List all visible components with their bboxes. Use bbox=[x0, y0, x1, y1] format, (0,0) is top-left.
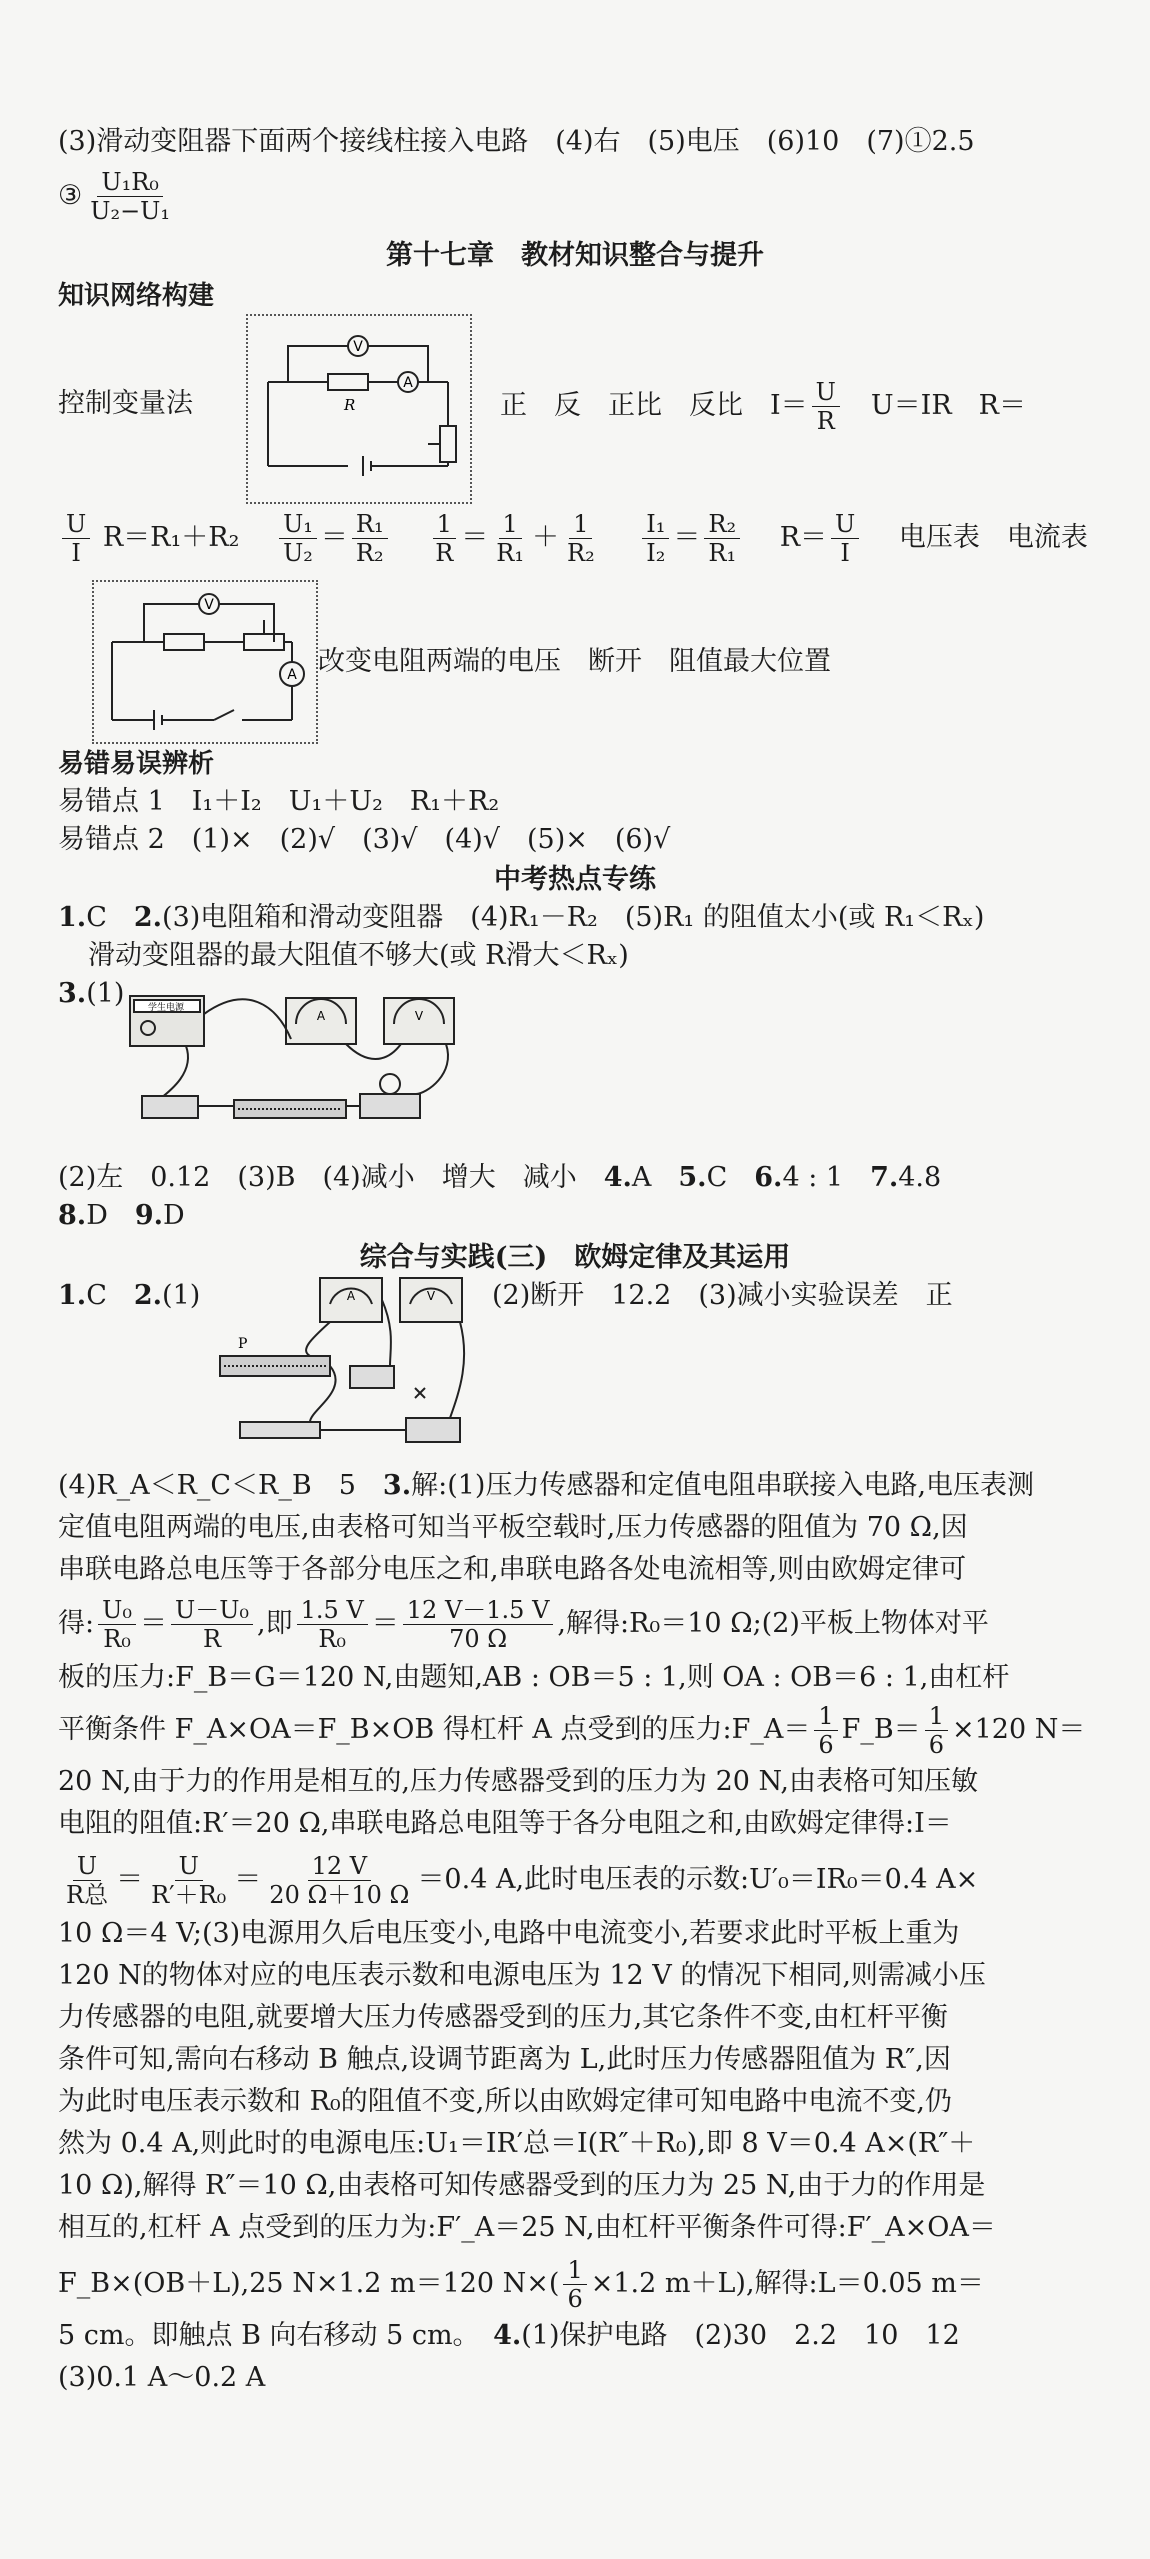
solution-line: 得: $\frac{\text{U₀}}{\text{R₀}}$ ＝ $\frac{\text{U－U₀}}{R}$ ,即 $\frac{1.5 V}{\text{R₀}}$ ＝ $\frac{12 V-1.5 V}{70 \Omega}$ ,解得:R₀＝10 Ω;(2)平板上物体对平 bbox=[58, 1596, 989, 1653]
answer-line-top: (3)滑动变阻器下面两个接线柱接入电路 (4)右 (5)电压 (6)10 (7)①2.5 bbox=[58, 126, 975, 157]
circuit-diagram-1-svg bbox=[248, 316, 470, 502]
solution-line: 120 N的物体对应的电压表示数和电源电压为 12 V 的情况下相同,则需减小压 bbox=[58, 1960, 986, 1991]
answer-line-formula: ③ $\frac{\text{U₁R₀}}{\text{U₂−U₁}}$ bbox=[58, 168, 178, 225]
solution-line: 10 Ω＝4 V;(3)电源用久后电压变小,电路中电流变小,若要求此时平板上重为 bbox=[58, 1918, 960, 1949]
control-variable-label: 控制变量法 bbox=[58, 388, 193, 419]
section-heading-errors: 易错易误辨析 bbox=[58, 749, 215, 779]
fraction: $\frac{U}{I}$ bbox=[62, 510, 90, 567]
voltmeter-label: V bbox=[414, 1009, 424, 1023]
ammeter-label: A bbox=[287, 667, 297, 683]
physical-circuit-svg-1 bbox=[126, 984, 546, 1136]
fraction: $\frac{\text{I₁}}{\text{I₂}}$ bbox=[642, 510, 669, 567]
fraction: $\frac{\text{U₁}}{\text{U₂}}$ bbox=[279, 510, 317, 567]
voltmeter-label: V bbox=[204, 597, 214, 613]
answer-line-ohm: 正 反 正比 反比 I＝ $\frac{U}{R}$ U＝IR R＝ bbox=[500, 378, 1026, 435]
answer-line-series-parallel: $\frac{U}{I}$ R＝R₁＋R₂ $\frac{\text{U₁}}{\text{U₂}}$ ＝ $\frac{\text{R₁}}{\text{R₂}}$ $\frac{1}{R}$ ＝ $\frac{1}{\text{R₁}}$ ＋ $\frac{1}{\text{R₂}}$ $\frac{\text{I₁}}{\text{I₂}}$ ＝ $\frac{\text{R₂}}{\text{R₁}}$ R＝ $\frac{U}{I}$ 电压表 电流表 bbox=[58, 510, 1088, 567]
fraction: $\frac{12 V-1.5 V}{70 \Omega}$ bbox=[403, 1596, 554, 1653]
chapter-title: 第十七章 教材知识整合与提升 bbox=[386, 240, 764, 271]
solution-line: 板的压力:F_B＝G＝120 N,由题知,AB : OB＝5 : 1,则 OA : OB＝6 : 1,由杠杆 bbox=[58, 1662, 1010, 1693]
solution-line: 电阻的阻值:R′＝20 Ω,串联电路总电阻等于各分电阻之和,由欧姆定律得:I＝ bbox=[58, 1808, 952, 1839]
physical-circuit-photo-2 bbox=[210, 1270, 480, 1460]
circuit-diagram-2 bbox=[92, 580, 318, 744]
fraction: $\frac{1}{R}$ bbox=[431, 510, 457, 567]
fraction: $\frac{\text{U₁R₀}}{\text{U₂−U₁}}$ bbox=[90, 168, 171, 225]
ammeter-label: A bbox=[403, 375, 413, 391]
hot-line-answers: (2)左 0.12 (3)B (4)减小 增大 减小 4.A 5.C 6.4 : 1 7.4.8 bbox=[58, 1162, 942, 1193]
solution-line: 5 cm。即触点 B 向右移动 5 cm。 4.(1)保护电路 (2)30 2.2 10 12 bbox=[58, 2320, 960, 2351]
solution-line: U R总 ＝ $\frac{U}{\text{R′＋R₀}}$ ＝ $\frac{12 V}{20 \Omega+10 \Omega}$ ＝0.4 A,此时电压表的示数:U′₀＝IR₀＝0.4 A× bbox=[58, 1852, 978, 1909]
solution-line: 力传感器的电阻,就要增大压力传感器受到的压力,其它条件不变,由杠杆平衡 bbox=[58, 2002, 948, 2033]
fraction: $\frac{1}{\text{R₂}}$ bbox=[567, 510, 595, 567]
solution-line: 定值电阻两端的电压,由表格可知当平板空载时,压力传感器的阻值为 70 Ω,因 bbox=[58, 1512, 968, 1543]
section-heading-network: 知识网络构建 bbox=[58, 281, 215, 311]
voltmeter-label: V bbox=[353, 339, 363, 355]
circuit-diagram-1 bbox=[246, 314, 472, 504]
solution-line: 10 Ω),解得 R″＝10 Ω,由表格可知传感器受到的压力为 25 N,由于力的作用是 bbox=[58, 2170, 986, 2201]
practice-line-1: 1.C 2.(1) bbox=[58, 1280, 201, 1311]
solution-line: 20 N,由于力的作用是相互的,压力传感器受到的压力为 20 N,由表格可知压敏 bbox=[58, 1766, 979, 1797]
fraction: $\frac{\text{R₂}}{\text{R₁}}$ bbox=[704, 510, 740, 567]
fraction: $\frac{\text{U₀}}{\text{R₀}}$ bbox=[98, 1596, 136, 1653]
solution-line: 然为 0.4 A,则此时的电源电压:U₁＝IR′总＝I(R″＋R₀),即 8 V＝0.4 A×(R″＋ bbox=[58, 2128, 976, 2159]
section-title-hot: 中考热点专练 bbox=[494, 864, 656, 895]
physical-circuit-photo-1 bbox=[126, 984, 546, 1136]
voltmeter-label: V bbox=[426, 1289, 436, 1303]
practice-line-1-right: (2)断开 12.2 (3)减小实验误差 正 bbox=[492, 1280, 953, 1311]
ammeter-label: A bbox=[316, 1009, 326, 1023]
fraction: $\frac{1}{6}$ bbox=[814, 1702, 837, 1759]
fraction: $\frac{1.5 V}{\text{R₀}}$ bbox=[297, 1596, 368, 1653]
solution-line: (3)0.1 A～0.2 A bbox=[58, 2362, 266, 2393]
fraction: U R总 bbox=[66, 1852, 109, 1909]
power-supply-label: 学生电源 bbox=[147, 1003, 185, 1013]
fraction: $\frac{12 V}{20 \Omega+10 \Omega}$ bbox=[269, 1852, 410, 1909]
fraction: $\frac{1}{\text{R₁}}$ bbox=[496, 510, 524, 567]
circuit-diagram-2-svg bbox=[94, 582, 316, 742]
solution-line: 串联电路总电压等于各部分电压之和,串联电路各处电流相等,则由欧姆定律可 bbox=[58, 1554, 967, 1585]
solution-line: 条件可知,需向右移动 B 触点,设调节距离为 L,此时压力传感器阻值为 R″,因 bbox=[58, 2044, 951, 2075]
fraction: $\frac{U}{R}$ bbox=[812, 378, 840, 435]
solution-line: 相互的,杠杆 A 点受到的压力为:F′_A＝25 N,由杠杆平衡条件可得:F′_A×OA＝ bbox=[58, 2212, 996, 2243]
resistor-label: R bbox=[344, 396, 356, 414]
fraction: $\frac{U}{I}$ bbox=[831, 510, 859, 567]
slider-p-label: P bbox=[238, 1336, 248, 1352]
hot-q3-label: 3.(1) bbox=[58, 978, 125, 1009]
solution-line: 为此时电压表示数和 R₀的阻值不变,所以由欧姆定律可知电路中电流不变,仍 bbox=[58, 2086, 952, 2117]
physical-circuit-svg-2 bbox=[210, 1270, 480, 1460]
solution-line: 平衡条件 F_A×OA＝F_B×OB 得杠杆 A 点受到的压力:F_A＝ $\frac{1}{6}$ F_B＝ $\frac{1}{6}$ ×120 N＝ bbox=[58, 1702, 1086, 1759]
solution-line: (4)R_A＜R_C＜R_B 5 3.解:(1)压力传感器和定值电阻串联接入电路,电压表测 bbox=[58, 1470, 1035, 1501]
hot-line-last: 8.D 9.D bbox=[58, 1200, 185, 1231]
fraction: $\frac{1}{6}$ bbox=[563, 2256, 586, 2313]
section-title-practice: 综合与实践(三) 欧姆定律及其运用 bbox=[359, 1242, 791, 1273]
error-point-2: 易错点 2 (1)× (2)√ (3)√ (4)√ (5)× (6)√ bbox=[58, 824, 671, 855]
fraction: $\frac{\text{R₁}}{\text{R₂}}$ bbox=[352, 510, 388, 567]
fraction: $\frac{\text{U－U₀}}{R}$ bbox=[171, 1596, 253, 1653]
hot-line-2: 滑动变阻器的最大阻值不够大(或 R滑大＜Rₓ) bbox=[88, 940, 629, 971]
solution-line: F_B×(OB＋L),25 N×1.2 m＝120 N×( $\frac{1}{6}$ ×1.2 m＋L),解得:L＝0.05 m＝ bbox=[58, 2256, 984, 2313]
fraction: $\frac{U}{\text{R′＋R₀}}$ bbox=[151, 1852, 227, 1909]
hot-line-1: 1.C 2.(3)电阻箱和滑动变阻器 (4)R₁－R₂ (5)R₁ 的阻值太小(或 R₁＜Rₓ) bbox=[58, 902, 985, 933]
ammeter-label: A bbox=[346, 1289, 356, 1303]
error-point-1: 易错点 1 I₁＋I₂ U₁＋U₂ R₁＋R₂ bbox=[58, 786, 500, 817]
answer-line-experiment: 改变电阻两端的电压 断开 阻值最大位置 bbox=[318, 646, 831, 677]
fraction: $\frac{1}{6}$ bbox=[925, 1702, 948, 1759]
